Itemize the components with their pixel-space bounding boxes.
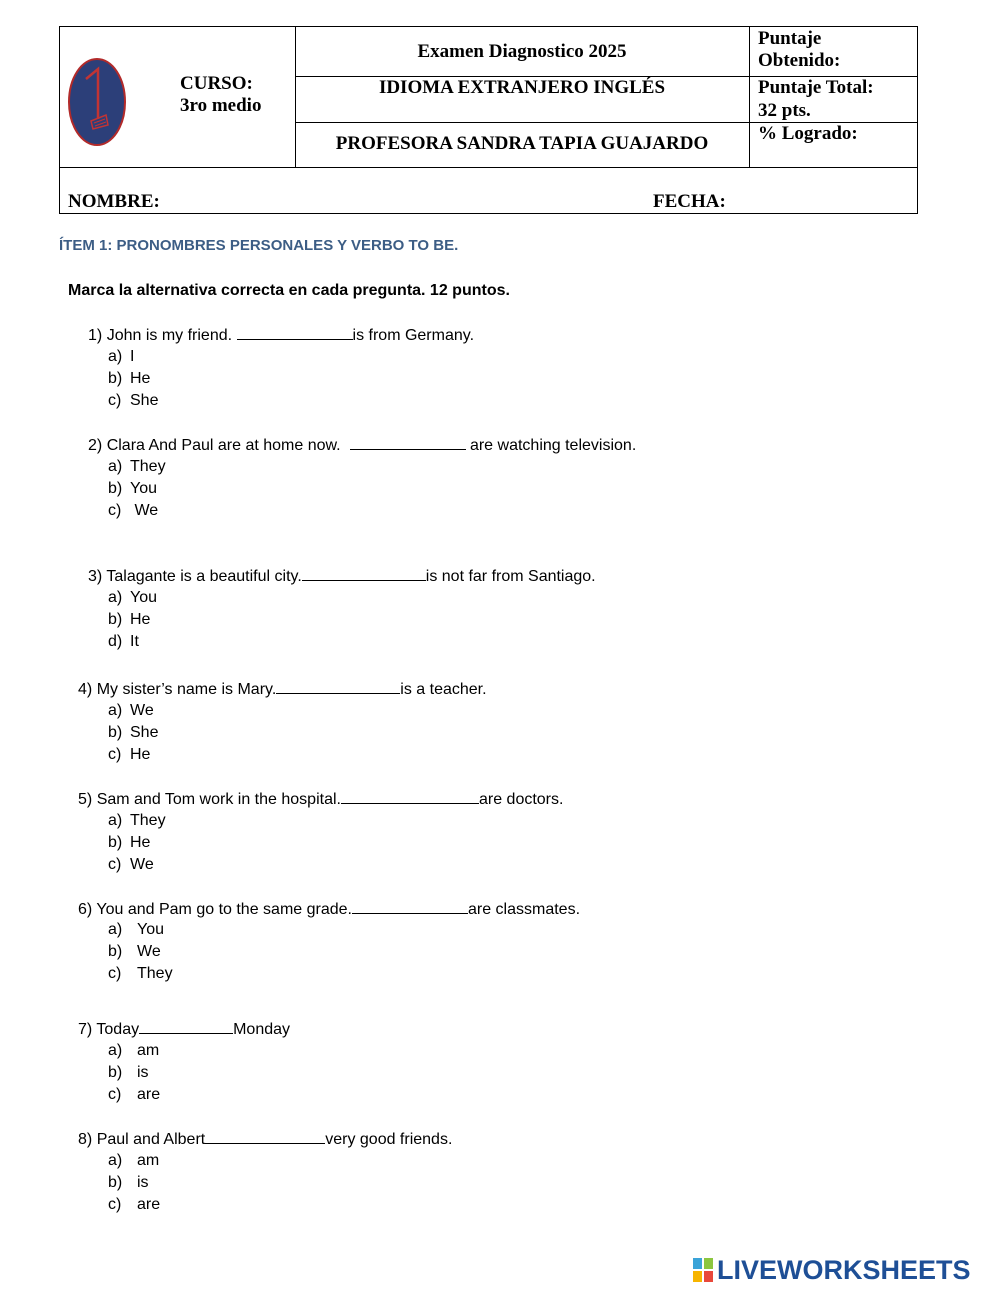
option-text: is: [137, 1174, 149, 1191]
question-number: 1): [88, 327, 103, 344]
question-number: 6): [78, 901, 93, 918]
question-text: [78, 898, 580, 921]
answer-option[interactable]: [108, 500, 158, 522]
option-text: It: [130, 633, 139, 650]
question-text: [78, 1018, 290, 1041]
name-field-label[interactable]: NOMBRE:: [68, 191, 160, 212]
option-text: He: [130, 370, 151, 387]
option-text: We: [130, 856, 154, 873]
option-text: He: [130, 834, 151, 851]
option-text: You: [130, 589, 157, 606]
answer-option[interactable]: [108, 456, 166, 478]
question-number: 5): [78, 791, 93, 808]
question-text: [88, 434, 636, 457]
answer-blank[interactable]: [350, 434, 466, 450]
question-stem: John is my friend.: [106, 327, 237, 344]
section-title: ÍTEM 1: PRONOMBRES PERSONALES Y VERBO TO BE.: [59, 237, 459, 254]
answer-blank[interactable]: [237, 324, 353, 340]
question-stem-end: very good friends.: [325, 1131, 453, 1148]
answer-option[interactable]: [108, 941, 161, 963]
curso-label: CURSO:: [180, 73, 253, 94]
instructions: Marca la alternativa correcta en cada pregunta. 12 puntos.: [68, 282, 510, 299]
option-letter: c): [108, 856, 122, 873]
option-letter: a): [108, 921, 123, 938]
option-letter: b): [108, 1174, 123, 1191]
option-letter: a): [108, 589, 123, 606]
option-text: are: [137, 1086, 161, 1103]
answer-option[interactable]: [108, 631, 139, 653]
answer-blank[interactable]: [341, 788, 479, 804]
question-stem: Sam and Tom work in the hospital.: [96, 791, 341, 808]
option-letter: a): [108, 458, 123, 475]
option-letter: c): [108, 502, 122, 519]
option-text: They: [130, 812, 166, 829]
answer-blank[interactable]: [276, 678, 400, 694]
option-text: am: [137, 1152, 160, 1169]
question-stem-end: are doctors.: [478, 791, 564, 808]
option-text: is: [137, 1064, 149, 1081]
divider: [749, 27, 750, 168]
teacher-name: PROFESORA SANDRA TAPIA GUAJARDO: [335, 133, 709, 154]
date-field-label[interactable]: FECHA:: [653, 191, 726, 212]
answer-blank[interactable]: [205, 1128, 325, 1144]
question-stem: Paul and Albert: [96, 1131, 206, 1148]
achieved-label: % Logrado:: [758, 123, 858, 144]
liveworksheets-logo-icon: [693, 1258, 713, 1282]
question-stem: Talagante is a beautiful city.: [106, 568, 302, 585]
answer-option[interactable]: [108, 1062, 149, 1084]
answer-option[interactable]: [108, 346, 134, 368]
option-letter: a): [108, 702, 123, 719]
option-letter: c): [108, 1086, 122, 1103]
answer-option[interactable]: [108, 919, 164, 941]
answer-option[interactable]: [108, 1084, 160, 1106]
answer-option[interactable]: [108, 1172, 149, 1194]
question-text: [78, 1128, 452, 1151]
option-text: I: [130, 348, 135, 365]
question-stem: Today: [96, 1021, 140, 1038]
question-text: [88, 324, 474, 347]
option-text: They: [137, 965, 173, 982]
option-letter: b): [108, 943, 123, 960]
option-text: We: [130, 502, 159, 519]
question-text: [78, 788, 563, 811]
exam-header-table: [59, 26, 918, 214]
score-obtained-label: Puntaje: [758, 28, 822, 49]
answer-option[interactable]: [108, 478, 157, 500]
option-letter: a): [108, 348, 123, 365]
question-stem: My sister’s name is Mary.: [96, 681, 277, 698]
question-number: 7): [78, 1021, 93, 1038]
brand-text: LIVEWORKSHEETS: [717, 1254, 971, 1285]
option-letter: b): [108, 724, 123, 741]
option-text: am: [137, 1042, 160, 1059]
option-text: They: [130, 458, 166, 475]
question-number: 8): [78, 1131, 93, 1148]
score-total-label: Puntaje Total:: [758, 77, 874, 98]
answer-option[interactable]: [108, 1194, 160, 1216]
option-text: She: [130, 392, 159, 409]
answer-option[interactable]: [108, 609, 150, 631]
option-letter: a): [108, 1042, 123, 1059]
question-stem-end: are watching television.: [465, 437, 637, 454]
option-text: are: [137, 1196, 161, 1213]
answer-blank[interactable]: [352, 898, 468, 914]
question-number: 2): [88, 437, 103, 454]
question-stem-end: is a teacher.: [400, 681, 487, 698]
option-letter: c): [108, 1196, 122, 1213]
option-text: He: [130, 746, 151, 763]
answer-option[interactable]: [108, 832, 150, 854]
school-logo: [66, 57, 128, 147]
option-text: He: [130, 611, 151, 628]
exam-title: Examen Diagnostico 2025: [417, 41, 627, 62]
option-letter: b): [108, 1064, 123, 1081]
option-letter: c): [108, 965, 122, 982]
score-total-value: 32 pts.: [758, 100, 811, 121]
answer-option[interactable]: [108, 1150, 159, 1172]
answer-option[interactable]: [108, 854, 154, 876]
question-stem-end: is from Germany.: [352, 327, 475, 344]
answer-option[interactable]: [108, 963, 173, 985]
option-letter: a): [108, 812, 123, 829]
question-stem: You and Pam go to the same grade.: [96, 901, 352, 918]
question-stem-end: are classmates.: [467, 901, 581, 918]
option-text: You: [137, 921, 164, 938]
liveworksheets-brand: [693, 1255, 971, 1285]
option-letter: b): [108, 370, 123, 387]
answer-option[interactable]: [108, 700, 154, 722]
question-stem-end: Monday: [233, 1021, 291, 1038]
option-letter: c): [108, 746, 122, 763]
question-stem: Clara And Paul are at home now.: [106, 437, 350, 454]
question-number: 3): [88, 568, 103, 585]
option-text: She: [130, 724, 159, 741]
question-text: [88, 565, 596, 588]
answer-option[interactable]: [108, 722, 158, 744]
answer-option[interactable]: [108, 368, 150, 390]
subject-title: IDIOMA EXTRANJERO INGLÉS: [378, 77, 666, 98]
option-letter: b): [108, 480, 123, 497]
option-letter: d): [108, 633, 123, 650]
answer-option[interactable]: [108, 810, 166, 832]
option-text: You: [130, 480, 157, 497]
answer-option[interactable]: [108, 390, 158, 412]
score-obtained-label: Obtenido:: [758, 50, 841, 71]
answer-blank[interactable]: [139, 1018, 233, 1034]
question-text: [78, 678, 487, 701]
option-letter: b): [108, 834, 123, 851]
answer-option[interactable]: [108, 1040, 159, 1062]
question-stem-end: is not far from Santiago.: [425, 568, 596, 585]
option-letter: b): [108, 611, 123, 628]
divider: [60, 167, 917, 168]
option-letter: a): [108, 1152, 123, 1169]
answer-option[interactable]: [108, 587, 157, 609]
question-number: 4): [78, 681, 93, 698]
answer-blank[interactable]: [302, 565, 426, 581]
option-text: We: [130, 702, 154, 719]
option-text: We: [137, 943, 161, 960]
option-letter: c): [108, 392, 122, 409]
answer-option[interactable]: [108, 744, 150, 766]
curso-value: 3ro medio: [180, 95, 262, 116]
